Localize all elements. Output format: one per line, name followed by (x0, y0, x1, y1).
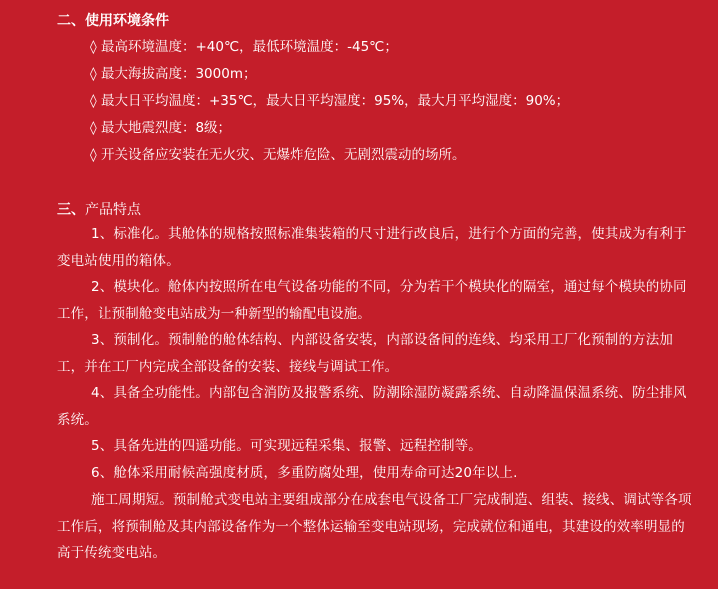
condition-item-altitude: ◊ 最大海拔高度：3000m； (90, 66, 257, 82)
feature-paragraph-modularization: 2、模块化。舱体内按照所在电气设备功能的不同，分为若干个模块化的隔室，通过每个模块的协同工作，让预制舱变电站成为一种新型的输配电设施。 (57, 279, 687, 322)
feature-paragraph-remote-functions: 5、具备先进的四遥功能。可实现远程采集、报警、远程控制等。 (91, 438, 482, 454)
condition-item-max-temperature: ◊ 最高环境温度：+40℃，最低环境温度：-45℃； (90, 39, 398, 55)
condition-item-installation-site: ◊ 开关设备应安装在无火灾、无爆炸危险、无剧烈震动的场所。 (90, 147, 466, 163)
feature-paragraph-prefabrication: 3、预制化。预制舱的舱体结构、内部设备安装，内部设备间的连线、均采用工厂化预制的方法加工，并在工厂内完成全部设备的安装、接线与调试工作。 (57, 332, 674, 375)
feature-paragraph-material: 6、舱体采用耐候高强度材质，多重防腐处理，使用寿命可达20年以上. (91, 465, 518, 481)
feature-paragraph-full-function: 4、具备全功能性。内部包含消防及报警系统、防潮除湿防凝露系统、自动降温保温系统、防尘排风系统。 (57, 385, 687, 428)
condition-item-daily-average: ◊ 最大日平均温度：+35℃，最大日平均湿度：95%，最大月平均湿度：90%； (90, 93, 570, 109)
section-heading-features (57, 199, 141, 219)
condition-item-seismic: ◊ 最大地震烈度：8级； (90, 120, 232, 136)
feature-paragraph-standardization: 1、标准化。其舱体的规格按照标准集装箱的尺寸进行改良后，进行个方面的完善，使其成为有利于变电站使用的箱体。 (57, 226, 687, 269)
section-heading-environment: 二、使用环境条件 (57, 13, 169, 29)
section-heading-text: 产品特点 (85, 202, 141, 218)
feature-paragraph-construction-period: 施工周期短。预制舱式变电站主要组成部分在成套电气设备工厂完成制造、组装、接线、调试等各项工作后，将预制舱及其内部设备作为一个整体运输至变电站现场，完成就位和通电，其建设的效率明显的高于传统变电站。 (57, 492, 692, 561)
section-heading-number: 三、 (57, 202, 85, 218)
